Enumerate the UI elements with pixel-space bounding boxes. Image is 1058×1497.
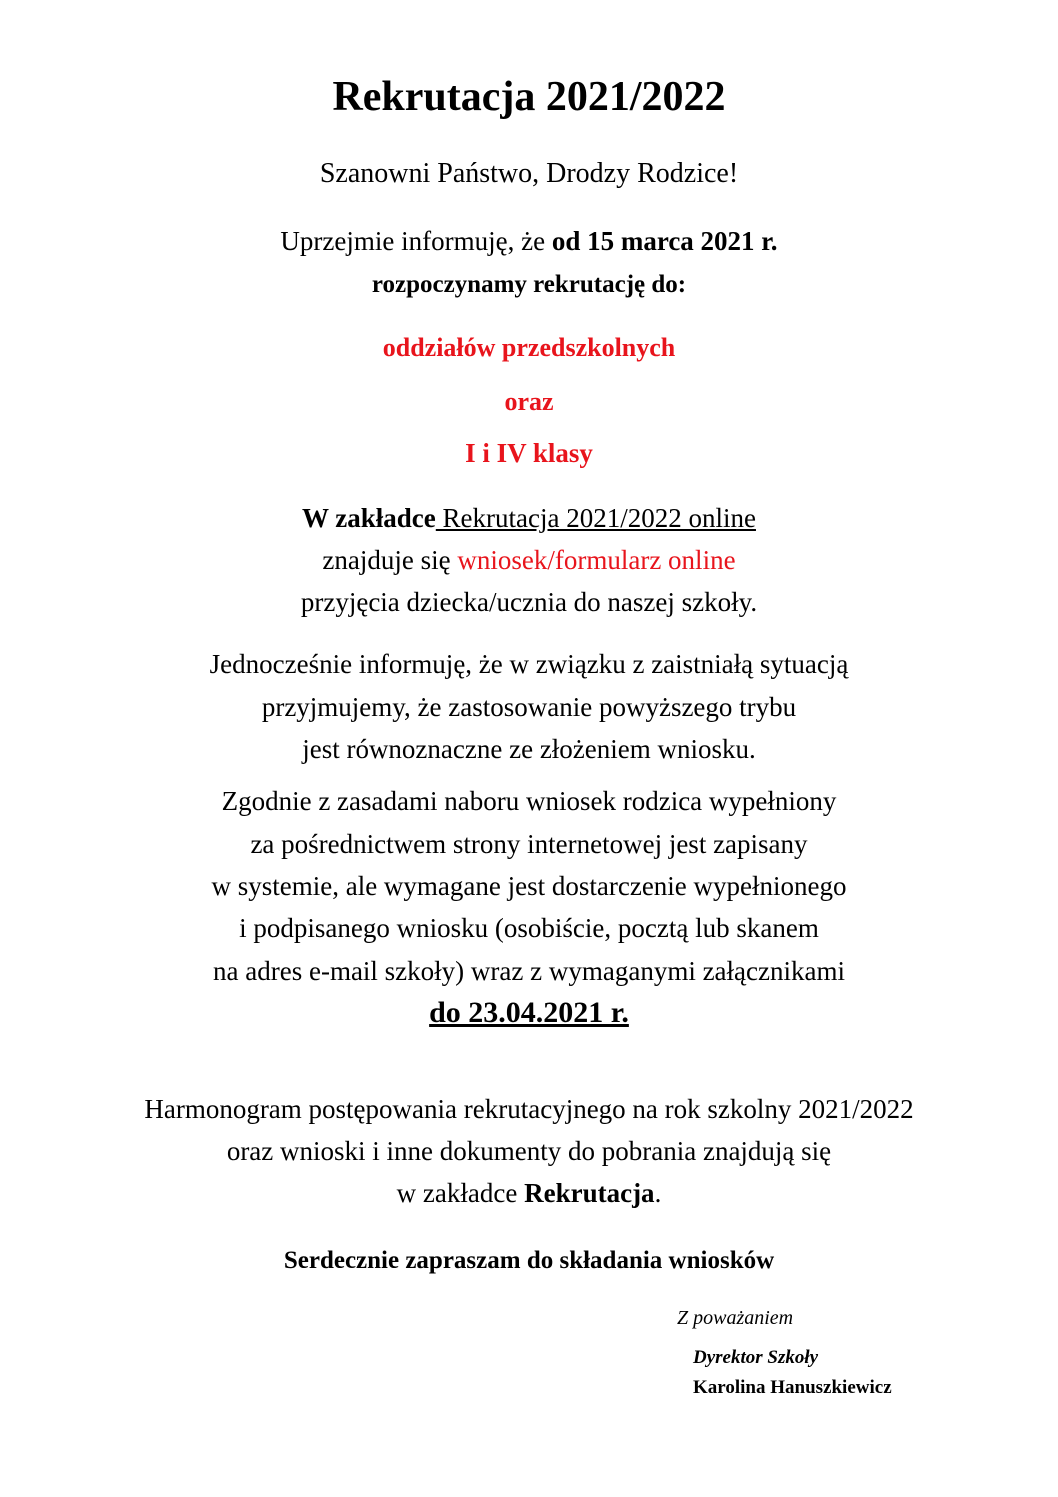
signature-name: Karolina Hanuszkiewicz [693, 1377, 892, 1398]
online-line-1 [0, 505, 1058, 532]
online-line-2-prefix: znajduje się [322, 545, 458, 575]
schedule-line-3-prefix: w zakładce [396, 1178, 525, 1208]
rules-line-3: w systemie, ale wymagane jest dostarczenie wypełnionego [211, 871, 847, 901]
rules-line-5: na adres e-mail szkoły) wraz z wymaganymi załącznikami [213, 956, 845, 986]
signature-role: Dyrektor Szkoły [693, 1347, 819, 1368]
target-preschool: oddziałów przedszkolnych [382, 333, 676, 362]
rules-line-2: za pośrednictwem strony internetowej jest zapisany [250, 829, 808, 859]
intro-line-2: rozpoczynamy rekrutację do: [371, 271, 687, 298]
intro-line-1 [0, 228, 1058, 255]
intro-prefix: Uprzejmie informuję, że [280, 226, 552, 256]
schedule-line-3-suffix: . [654, 1178, 662, 1208]
invitation: Serdecznie zapraszam do składania wniosków [283, 1247, 775, 1274]
schedule-line-2: oraz wnioski i inne dokumenty do pobrania znajdują się [226, 1136, 832, 1166]
greeting: Szanowni Państwo, Drodzy Rodzice! [319, 158, 739, 189]
schedule-line-3 [0, 1180, 1058, 1207]
recruitment-tab-name: Rekrutacja [524, 1178, 655, 1208]
page-title: Rekrutacja 2021/2022 [332, 74, 726, 120]
rules-line-1: Zgodnie z zasadami naboru wniosek rodzica wypełniony [221, 786, 837, 816]
target-and: oraz [504, 387, 554, 416]
regards: Z poważaniem [677, 1307, 794, 1329]
online-prefix: W zakładce [302, 503, 436, 533]
deadline: do 23.04.2021 r. [429, 996, 629, 1029]
info-line-3: jest równoznaczne ze złożeniem wniosku. [302, 734, 756, 764]
start-date: od 15 marca 2021 r. [551, 226, 778, 256]
online-line-3: przyjęcia dziecka/ucznia do naszej szkoły. [300, 587, 758, 617]
rules-line-4: i podpisanego wniosku (osobiście, pocztą lub skanem [239, 913, 819, 943]
recruitment-online-tab-link[interactable]: Rekrutacja 2021/2022 online [435, 503, 756, 533]
schedule-line-1: Harmonogram postępowania rekrutacyjnego na rok szkolny 2021/2022 [144, 1094, 914, 1124]
online-line-2 [0, 547, 1058, 574]
online-form-link[interactable]: wniosek/formularz online [457, 545, 736, 575]
info-line-1: Jednocześnie informuję, że w związku z zaistniałą sytuacją [209, 649, 849, 679]
info-line-2: przyjmujemy, że zastosowanie powyższego trybu [261, 692, 797, 722]
target-classes: I i IV klasy [465, 438, 593, 468]
